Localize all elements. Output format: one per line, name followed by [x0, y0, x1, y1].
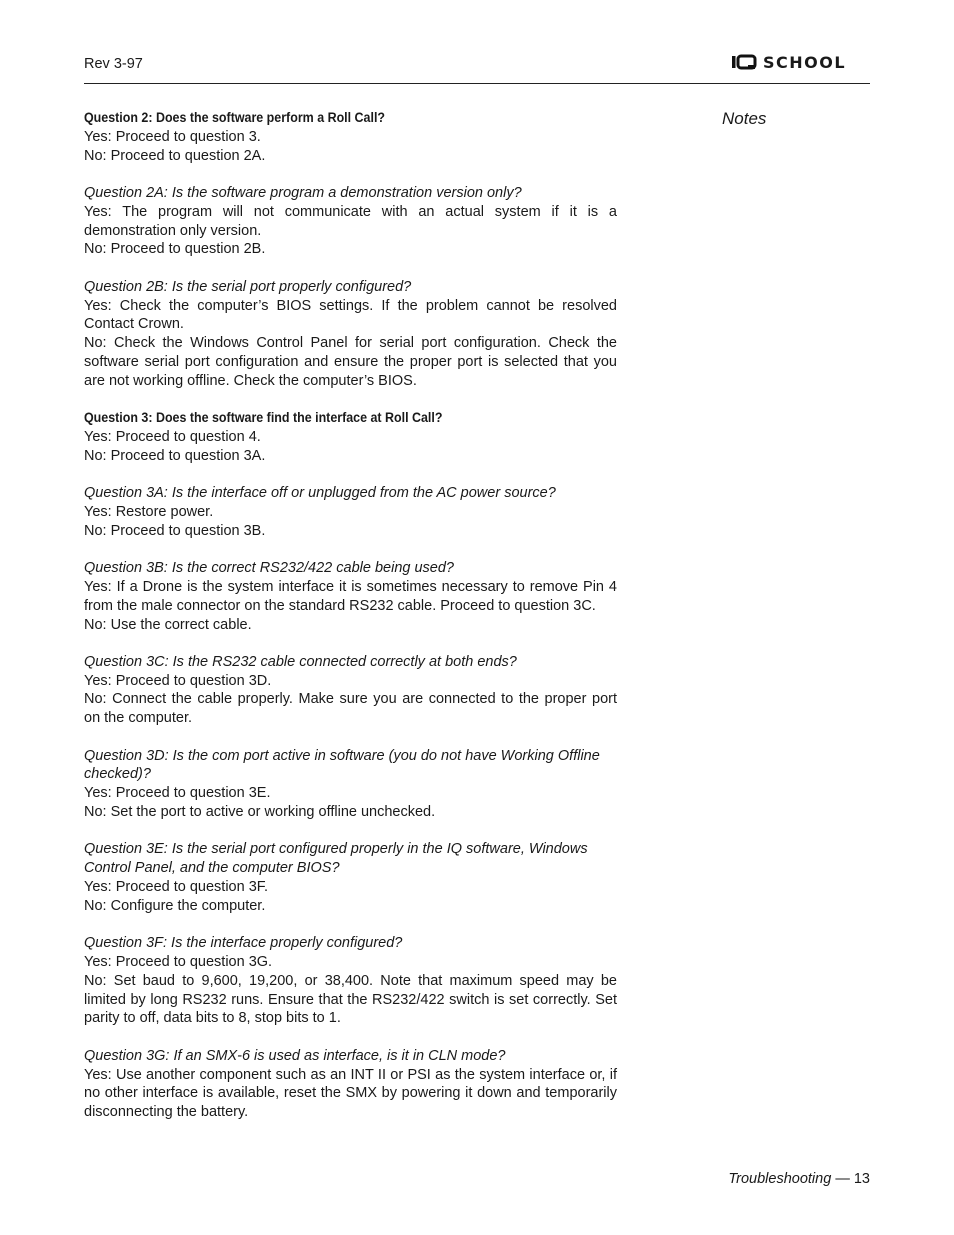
answer-line: Yes: Proceed to question 3.: [84, 128, 261, 145]
troubleshooting-content: [84, 109, 617, 1141]
answer-line: No: Use the correct cable.: [84, 616, 252, 633]
answer-line: No: Proceed to question 2B.: [84, 241, 266, 258]
logo-text: SCHOOL: [763, 52, 847, 72]
question-block: [84, 184, 617, 259]
iq-school-logo: [731, 52, 846, 72]
header-divider: [84, 83, 870, 84]
answer-line: Yes: The program will not communicate with an actual system if it is a demonstration only version.: [84, 203, 617, 239]
answer-line: No: Configure the computer.: [84, 897, 266, 914]
question-block: [84, 484, 617, 540]
page-footer: [728, 1171, 870, 1187]
answer-line: Yes: If a Drone is the system interface it is sometimes necessary to remove Pin 4 from the male connector on the standard RS232 cable. Proceed to question 3C.: [84, 578, 617, 614]
answer-line: Yes: Proceed to question 3G.: [84, 954, 273, 971]
question-block: [84, 747, 617, 822]
revision-label: Rev 3-97: [84, 56, 143, 72]
answer-line: Yes: Check the computer’s BIOS settings. If the problem cannot be resolved Contact Crown.: [84, 297, 617, 333]
question-heading: Question 3D: Is the com port active in software (you do not have Working Offline checked)?: [84, 747, 600, 783]
footer-separator: —: [831, 1171, 854, 1187]
answer-line: No: Check the Windows Control Panel for serial port configuration. Check the software serial port configuration and ensure the proper port is selected that you are not working offline. Check the computer’s BIOS.: [84, 335, 617, 389]
question-heading: Question 3F: Is the interface properly configured?: [84, 935, 403, 952]
question-block: [84, 840, 617, 915]
question-block: [84, 653, 617, 728]
question-block: [84, 1047, 617, 1122]
answer-line: Yes: Proceed to question 3E.: [84, 785, 271, 802]
answer-line: No: Proceed to question 2A.: [84, 147, 266, 164]
question-heading: Question 3B: Is the correct RS232/422 cable being used?: [84, 560, 454, 577]
answer-line: No: Set the port to active or working offline unchecked.: [84, 804, 436, 821]
question-heading: Question 3E: Is the serial port configured properly in the IQ software, Windows Control Panel, and the computer BIOS?: [84, 841, 588, 877]
question-block: [84, 409, 617, 465]
answer-line: Yes: Restore power.: [84, 503, 214, 520]
iq-logo-icon: [731, 54, 757, 70]
question-heading: Question 3G: If an SMX-6 is used as interface, is it in CLN mode?: [84, 1047, 506, 1064]
question-heading: Question 2A: Is the software program a demonstration version only?: [84, 184, 522, 201]
question-heading: Question 3C: Is the RS232 cable connected correctly at both ends?: [84, 653, 517, 670]
answer-line: No: Proceed to question 3A.: [84, 447, 266, 464]
notes-label: Notes: [722, 109, 767, 128]
question-block: [84, 109, 617, 165]
answer-line: No: Proceed to question 3B.: [84, 522, 266, 539]
question-block: [84, 559, 617, 634]
answer-line: No: Connect the cable properly. Make sure you are connected to the proper port on the computer.: [84, 691, 617, 727]
question-block: [84, 934, 617, 1028]
answer-line: Yes: Proceed to question 3D.: [84, 672, 272, 689]
page-number: 13: [853, 1171, 870, 1187]
question-heading: Question 2: Does the software perform a Roll Call?: [84, 110, 386, 125]
answer-line: Yes: Proceed to question 4.: [84, 428, 261, 445]
question-heading: Question 2B: Is the serial port properly configured?: [84, 278, 412, 295]
answer-line: Yes: Proceed to question 3F.: [84, 879, 269, 896]
question-heading: Question 3: Does the software find the interface at Roll Call?: [84, 410, 443, 426]
answer-line: Yes: Use another component such as an INT II or PSI as the system interface or, if no other interface is available, reset the SMX by powering it down and temporarily disconnecting the battery.: [84, 1066, 617, 1121]
question-heading: Question 3A: Is the interface off or unplugged from the AC power source?: [84, 485, 556, 502]
question-block: [84, 278, 617, 391]
footer-section: Troubleshooting: [728, 1171, 832, 1187]
answer-line: No: Set baud to 9,600, 19,200, or 38,400. Note that maximum speed may be limited by long RS232 runs. Ensure that the RS232/422 switch is set correctly. Set parity to off, data bits to 8, stop bits to 1.: [84, 972, 617, 1027]
